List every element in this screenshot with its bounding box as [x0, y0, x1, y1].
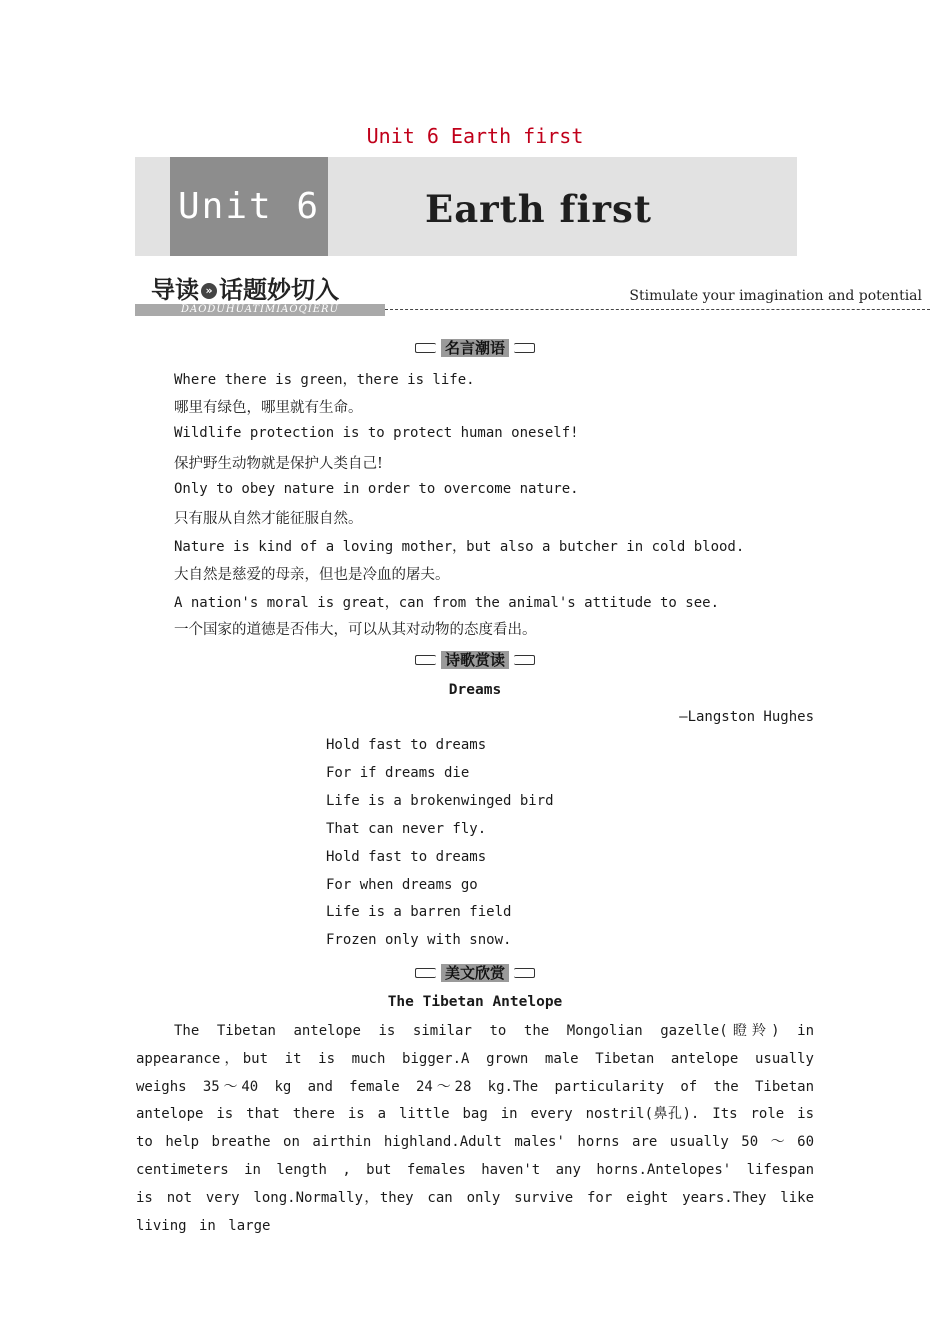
- quote-line: Nature is kind of a loving mother，but also a butcher in cold blood.: [174, 539, 745, 555]
- unit-banner: [135, 157, 797, 256]
- essay-title: The Tibetan Antelope: [387, 994, 563, 1010]
- unit-number-block: Unit 6: [170, 157, 328, 256]
- guide-header: [135, 268, 930, 318]
- quote-line: Where there is green，there is life.: [174, 372, 475, 388]
- divider: [385, 309, 930, 310]
- poem-line: Life is a brokenwinged bird: [326, 793, 554, 809]
- quote-line: A nation's moral is great，can from the animal's attitude to see.: [174, 595, 720, 611]
- poem-author: —Langston Hughes: [679, 709, 814, 725]
- section-tag-quotes: [0, 338, 950, 358]
- poem-line: For when dreams go: [326, 877, 478, 893]
- section-tag-essay: [0, 963, 950, 983]
- unit-topic-title: Earth first: [425, 187, 652, 231]
- section-tag-poem: [0, 650, 950, 670]
- guide-heading-right: 话题妙切入: [219, 276, 339, 304]
- guide-heading: [151, 270, 339, 305]
- guide-slogan: Stimulate your imagination and potential: [629, 288, 922, 304]
- quote-line: 保护野生动物就是保护人类自己!: [174, 456, 383, 472]
- quote-line: Only to obey nature in order to overcome nature.: [174, 481, 579, 497]
- guide-pinyin: DAODUHUATIMIAOQIERU: [135, 304, 385, 316]
- poem-title: Dreams: [448, 682, 502, 698]
- quote-line: 大自然是慈爱的母亲，但也是冷血的屠夫。: [174, 567, 450, 583]
- guide-heading-left: 导读: [151, 276, 199, 304]
- poem-line: Life is a barren field: [326, 904, 512, 920]
- quote-line: Wildlife protection is to protect human oneself!: [174, 425, 579, 441]
- section-label: 诗歌赏读: [441, 651, 509, 669]
- section-label: 名言潮语: [441, 339, 509, 357]
- essay-paragraph: The Tibetan antelope is similar to the Mongolian gazelle(瞪羚) in appearance，but it is much bigger.A grown male Tibetan antelope usually weighs 35～40 kg and female 24～28 kg.The particularity of the Tibetan antelope is that there is a little bag in every nostril(鼻孔). Its role is to help breathe on airthin highland.Adult males' horns are usually 50 ～ 60 centimeters in length , but females haven't any horns.Antelopes' lifespan is not very long.Normally，they can only survive for eight years.They like living in large: [136, 1023, 814, 1234]
- document-title: Unit 6 Earth first: [366, 124, 584, 148]
- poem-line: Hold fast to dreams: [326, 737, 487, 753]
- chevron-right-icon: »: [201, 283, 217, 299]
- poem-line: Hold fast to dreams: [326, 849, 487, 865]
- poem-line: For if dreams die: [326, 765, 470, 781]
- poem-line: Frozen only with snow.: [326, 932, 512, 948]
- quote-line: 只有服从自然才能征服自然。: [174, 511, 363, 527]
- quote-line: 一个国家的道德是否伟大，可以从其对动物的态度看出。: [174, 622, 537, 638]
- section-label: 美文欣赏: [441, 964, 509, 982]
- poem-line: That can never fly.: [326, 821, 487, 837]
- quote-line: 哪里有绿色，哪里就有生命。: [174, 400, 363, 416]
